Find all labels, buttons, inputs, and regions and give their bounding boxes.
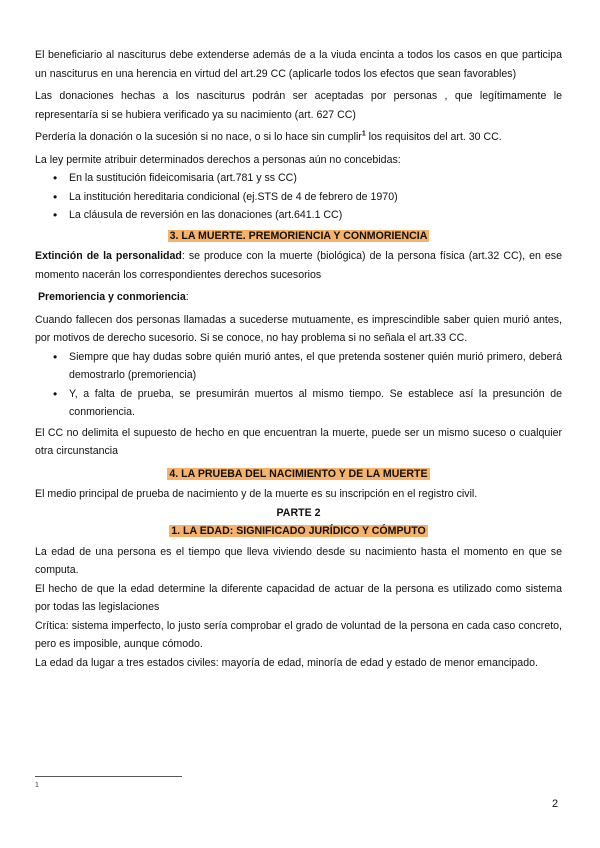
paragraph-perdida-donacion (35, 128, 562, 147)
list-premoriencia (35, 348, 562, 422)
term-extincion: Extinción de la personalidad (35, 250, 182, 262)
paragraph-no-concebidas: La ley permite atribuir determinados derechos a personas aún no concebidas: (35, 153, 401, 166)
list-item: • En la sustitución fideicomisaria (art.781 y ss CC) (69, 169, 562, 188)
footnote-ref[interactable]: 1 (361, 130, 366, 138)
section-heading-muerte: 3. LA MUERTE. PREMORIENCIA Y CONMORIENCIA (169, 229, 428, 242)
paragraph-nasciturus-beneficio: El beneficiario al nasciturus debe extenderse además de a la viuda encinta a todos los casos en que participa un nasciturus en una herencia en virtud del art.29 CC (aplicarle todos los efectos que sean favorables) (35, 49, 562, 80)
part-title: PARTE 2 (276, 506, 321, 519)
section-heading-edad: 1. LA EDAD: SIGNIFICADO JURÍDICO Y CÓMPUTO (171, 525, 426, 537)
paragraph-edad-capacidad: El hecho de que la edad determine la diferente capacidad de actuar de la persona es utilizado como sistema por todas las legislaciones (35, 582, 562, 613)
page-number: 2 (552, 798, 559, 810)
paragraph-extincion (35, 247, 562, 284)
paragraph-critica: Crítica: sistema imperfecto, lo justo sería comprobar el grado de voluntad de la persona en cada caso concreto, pero es imposible, aunque cómodo. (35, 619, 562, 650)
paragraph-fallecimiento: Cuando fallecen dos personas llamadas a sucederse mutuamente, es imprescindible saber quien murió antes, por motivos de derecho sucesorio. Si se conoce, no hay problema si no señala el art.33 CC. (35, 313, 562, 344)
list-item: • La institución hereditaria condicional (ej.STS de 4 de febrero de 1970) (69, 188, 562, 207)
paragraph-perdida-text-end: los requisitos del art. 30 CC. (365, 131, 502, 143)
subheading-premoriencia: Premoriencia y conmoriencia: (37, 291, 189, 303)
paragraph-supuesto-hecho: El CC no delimita el supuesto de hecho en que encuentran la muerte, puede ser un mismo suceso o cualquier otra circunstancia (35, 426, 562, 457)
paragraph-perdida-text: Perdería la donación o la sucesión si no nace, o si lo hace sin cumplir (35, 131, 362, 143)
document-body (35, 46, 562, 672)
paragraph-estados-civiles: La edad da lugar a tres estados civiles: mayoría de edad, minoría de edad y estado de menor emancipado. (35, 656, 538, 669)
list-item: • Siempre que hay dudas sobre quién murió antes, el que pretenda sostener quién murió primero, deberá demostrarlo (premoriencia) (69, 348, 562, 385)
paragraph-donaciones: Las donaciones hechas a los nasciturus podrán ser aceptadas por personas , que legítimamente le representaría si se hubiera verificado ya su nacimiento (art. 627 CC) (35, 90, 562, 121)
paragraph-extincion-text: : se produce con la muerte (biológica) de la persona física (art.32 CC), en ese momento nacerán los correspondientes derechos sucesorios (35, 250, 562, 281)
section-heading-prueba: 4. LA PRUEBA DEL NACIMIENTO Y DE LA MUERTE (169, 467, 428, 480)
paragraph-registro-civil: El medio principal de prueba de nacimiento y de la muerte es su inscripción en el registro civil. (35, 488, 478, 500)
footnote-divider (35, 776, 182, 777)
list-item: • Y, a falta de prueba, se presumirán muertos al mismo tiempo. Se establece así la presunción de conmoriencia. (69, 385, 562, 422)
list-derechos-no-concebidos (35, 169, 562, 225)
footnote-marker: 1 (35, 782, 39, 789)
list-item: • La cláusula de reversión en las donaciones (art.641.1 CC) (69, 206, 562, 225)
paragraph-edad-definicion: La edad de una persona es el tiempo que lleva viviendo desde su nacimiento hasta el momento en que se computa. (35, 545, 562, 576)
